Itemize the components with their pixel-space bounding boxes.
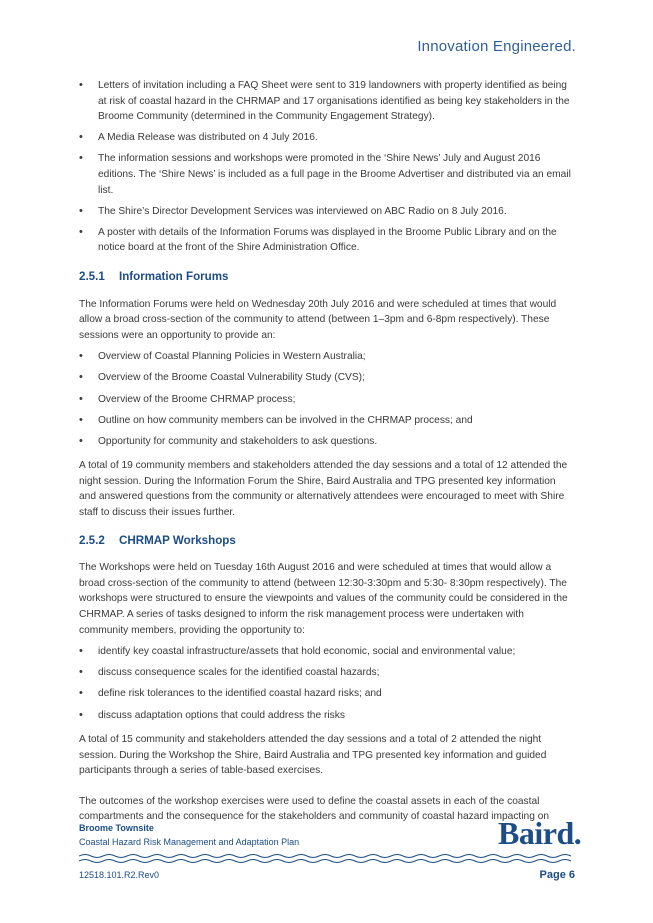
list-item: • Letters of invitation including a FAQ Sheet were sent to 319 landowners with property identified as being at risk of coastal hazard in the CHRMAP and 17 organisations identified as being key stakeholders in the Broome Community (determined in the Community Engagement Strategy). [79,78,574,125]
list-item: • Overview of the Broome Coastal Vulnerability Study (CVS); [79,370,574,386]
section-title: Information Forums [119,269,229,283]
footer-document-subtitle: Coastal Hazard Risk Management and Adaptation Plan [79,837,300,847]
list-item: • The information sessions and workshops were promoted in the ‘Shire News’ July and August 2016 editions. The ‘Shire News’ is included as a full page in the Broome Advertiser and distributed via an email list. [79,151,574,198]
list-item: • define risk tolerances to the identified coastal hazard risks; and [79,686,574,702]
list-item: • Overview of Coastal Planning Policies in Western Australia; [79,349,574,365]
list-item: • Outline on how community members can be involved in the CHRMAP process; and [79,413,574,429]
footer-project-title: Broome Townsite [79,823,154,833]
list-item: • discuss consequence scales for the identified coastal hazards; [79,665,574,681]
list-item: • Opportunity for community and stakeholders to ask questions. [79,434,574,450]
list-item: • A poster with details of the Information Forums was displayed in the Broome Public Library and on the notice board at the front of the Shire Administration Office. [79,225,574,256]
paragraph: The Information Forums were held on Wednesday 20th July 2016 and were scheduled at times that would allow a broad cross-section of the community to attend (between 1–3pm and 6-8pm respectively). These sessions were an opportunity to provide an: [79,298,557,341]
section-number: 2.5.1 [79,269,105,283]
list-item: • identify key coastal infrastructure/assets that hold economic, social and environmental value; [79,644,574,660]
paragraph: A total of 15 community and stakeholders attended the day sessions and a total of 2 attended the night session. During the Workshop the Shire, Baird Australia and TPG presented key information and guided participants through a series of table-based exercises. [79,734,547,777]
list-item: • The Shire’s Director Development Services was interviewed on ABC Radio on 8 July 2016. [79,204,574,220]
section-heading-2-5-1 [79,269,574,285]
forum-bullet-list [79,349,574,449]
paragraph: The outcomes of the workshop exercises were used to define the coastal assets in each of the coastal compartments and the consequence for the stakeholders and community of coastal hazard impacting on [79,795,550,823]
workshop-bullet-list [79,644,574,723]
header-tagline: Innovation Engineered. [417,38,576,55]
paragraph: The Workshops were held on Tuesday 16th August 2016 and were scheduled at times that would allow a broad cross-section of the community to attend (between 12:30-3:30pm and 5:30- 8:30pm respectively). The workshops were structured to ensure the viewpoints and values of the community could be considered in the CHRMAP. A series of tasks designed to inform the risk management process were undertaken with community members, providing the opportunity to: [79,562,568,636]
list-item: • discuss adaptation options that could address the risks [79,708,574,724]
wave-divider-icon [79,852,576,866]
intro-bullet-list [79,78,574,256]
paragraph: A total of 19 community members and stakeholders attended the day sessions and a total of 12 attended the night session. During the Information Forum the Shire, Baird Australia and TPG presented key information and answered questions from the community or alternatively attendees were encouraged to meet with Shire staff to discuss their issues further. [79,460,568,519]
list-item: • A Media Release was distributed on 4 July 2016. [79,130,574,146]
section-title: CHRMAP Workshops [119,533,236,547]
baird-logo: Baird. [498,815,582,851]
page-number: Page 6 [539,869,575,881]
section-number: 2.5.2 [79,533,105,547]
section-heading-2-5-2 [79,533,574,549]
page-body [79,78,574,825]
list-item: • Overview of the Broome CHRMAP process; [79,392,574,408]
document-number: 12518.101.R2.Rev0 [79,870,160,880]
